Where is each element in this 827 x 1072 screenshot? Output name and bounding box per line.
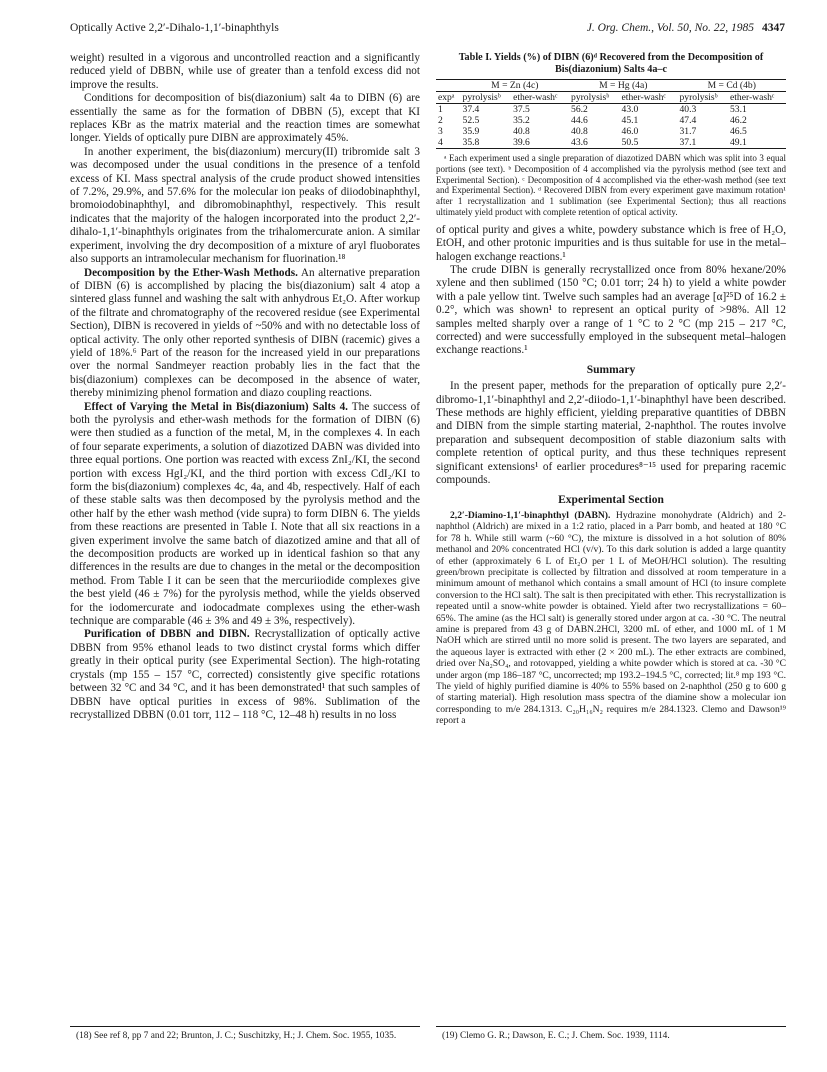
table-group-header: M = Hg (4a) <box>569 80 677 92</box>
table-cell: 46.5 <box>730 126 747 137</box>
section-heading-experimental: Experimental Section <box>558 493 664 506</box>
right-column <box>436 52 786 727</box>
table-row <box>436 104 786 116</box>
table-cell: 39.6 <box>511 137 569 149</box>
paragraph-text: The success of both the pyrolysis and ether-wash methods for the formation of DIBN (6) were then studied as a function of the metal, M, in the complexes 4. In each of four separate experiments, a solution of diazotized DABN was divided into three equal portions. One portion was reacted with excess ZnI₂/KI, the second portion with excess HgI₂/KI, and the third portion with excess CdI₂/KI to form the bis(diazonium) complexes 4c, 4a, and 4b, respectively. Half of each of these stable salts was then decomposed by the pyrolysis method and the other half by the ether wash method (vide supra) to form DIBN 6. The yields from these reactions are presented in Table I. Note that all six reactions in a given experiment involve the same batch of diazotized amine and that all of the decomposition products are worked up in identical fashion so that any differences in the results are due to changes in the metal or the decomposition method. From Table I it can be seen that the mercuriiodide complexes give the best yield (46 ± 7%) for the pyrolysis method, while the yields observed for the iodomercurate and iodocadmate complexes using the ether-wash technique are comparable (46 ± 3% and 49 ± 3%, respectively). <box>70 400 420 628</box>
table-title: Table I. Yields (%) of DIBN (6)ᵈ Recovered from the Decomposition of Bis(diazonium) Salts 4a–c <box>458 52 764 75</box>
paragraph-text: Hydrazine monohydrate (Aldrich) and 2-naphthol (Aldrich) are mixed in a 1:2 ratio, placed in a Parr bomb, and heated at 180 °C for 78 h. While still warm (~60 °C), the mixture is dissolved in a hot solution of 80% methanol and 20% concentrated HCl (v/v). To this dark solution is added a large quantity of ether (approximately 6 L of Et₂O per 1 L of MeOH/HCl solution). The resulting green/brown precipitate is collected by filtration and dissolved at room temperature in a minimum amount of methanol which contains a small amount of HCl (to insure complete conversion to the HCl salt). The salt is then precipitated with ether. This recrystallization is repeated until a snow-white powder is obtained. Yield after two recrystallizations = 60–65%. The amine (as the HCl salt) is generally stored under argon at ca. -30 °C. The neutral amine is prepared from 43 g of DABN.2HCl, 3200 mL of ether, and 1000 mL of 1 M NaOH which are stirred until no more solid is present. The two layers are separated, and the aqueous layer is extracted with ether (2 × 200 mL). The ether extracts are combined, dried over Na₂SO₄, and rotovapped, yielding a white powder which is stored at ca. -30 °C under argon (mp 186–187 °C, uncorrected; mp 193.2–194.5 °C, corrected; lit.⁸ mp 193 °C. The yield of highly purified diamine is 40% to 55% based on 2-naphthol (250 g to 600 g of starting material). High resolution mass spectra of the diamine show a molecular ion corresponding to m/e 284.1313. C₂₀H₁₆N₂ requires m/e 284.1323. Clemo and Dawson¹⁹ report a <box>436 509 786 727</box>
running-header <box>70 22 785 40</box>
footnote-text: (18) See ref 8, pp 7 and 22; Brunton, J. C.; Suschitzky, H.; J. Chem. Soc. 1955, 1035. <box>76 1031 397 1041</box>
paragraph <box>70 628 420 722</box>
paragraph-text: Recrystallization of optically active DBBN from 95% ethanol leads to two distinct crystal forms which differ greatly in their optical purity (see Experimental Section). The high-rotating crystals (mp 155 – 157 °C, corrected) consistently give specific rotations between 32 °C and 34 °C, and it has been demonstrated¹ that such samples of DBBN have optical purities in excess of 98%. Sublimation of the recrystallized DBBN (0.01 torr, 112 – 118 °C, 12–48 h) results in no loss <box>70 628 420 721</box>
table-block <box>436 52 786 218</box>
running-title: Optically Active 2,2′-Dihalo-1,1′-binaphthyls <box>70 22 279 34</box>
paragraph: weight) resulted in a vigorous and uncontrolled reaction and a significantly reduced yield of DBBN, while use of greater than a tenfold excess did not improve the results. <box>70 52 420 91</box>
table-cell: 47.4 <box>679 115 697 126</box>
table-corner <box>436 80 461 92</box>
table-cell: 4 <box>436 137 461 149</box>
table-cell: 35.9 <box>462 126 480 137</box>
table-cell: 35.8 <box>461 137 512 149</box>
experimental-block <box>436 510 786 727</box>
table-cell: 49.1 <box>728 137 786 149</box>
paragraph-text: An alternative preparation of DIBN (6) is accomplished by placing the bis(diazonium) salt 4 atop a sintered glass funnel and washing the salt with anhydrous Et₂O. After workup of the filtrate and chromatography of the recovered residue (see Experimental Section), DIBN is recovered in yields of ~50% and with no detectable loss of optical activity. The only other reported synthesis of DIBN (racemic) gives a yield of 18%.⁶ Part of the reason for the increased yield in our preparations over the normal Sandmeyer reaction probably lies in the fact that the bis(diazonium) complexes can be decomposed in the absence of water, thereby minimizing phenol formation and diazo coupling reactions. <box>70 266 420 400</box>
table-group-header: M = Zn (4c) <box>461 80 569 92</box>
run-in-heading: Decomposition by the Ether-Wash Methods. <box>84 266 298 279</box>
table-cell: 43.0 <box>621 104 639 115</box>
table-cell: 46.2 <box>730 115 747 126</box>
yield-table <box>436 79 786 149</box>
table-row <box>436 126 786 137</box>
run-in-heading: Purification of DBBN and DIBN. <box>84 628 250 641</box>
table-cell: 2 <box>438 115 443 126</box>
table-subheader: pyrolysisᵇ <box>461 92 512 104</box>
table-cell: 40.8 <box>571 126 588 137</box>
table-footnotes <box>436 153 786 218</box>
table-cell: 3 <box>438 126 443 137</box>
paragraph: Conditions for decomposition of bis(diazonium) salt 4a to DIBN (6) are essentially the same as for the formation of DBBN (5), except that KI replaces KBr as the matrix material and the reaction times are somewhat longer. Yields of optically pure DIBN are approximately 45%. <box>70 92 420 145</box>
paragraph: The crude DIBN is generally recrystallized once from 80% hexane/20% xylene and then sublimed (150 °C; 0.01 torr; 24 h) to yield a white powder with a pale yellow tint. Twelve such samples had an average [α]²⁵D of 16.2 ± 0.2°, which was shown¹ to represent an optical purity of >98%. All 12 samples melted sharply over a range of 1 °C to 2 °C (mp 215 – 217 °C, corrected) and were successfully employed in the subsequent metal–halogen exchange reactions.¹ <box>436 264 786 357</box>
table-cell: 53.1 <box>730 104 747 115</box>
journal-citation <box>587 22 785 34</box>
run-in-heading: Effect of Varying the Metal in Bis(diazonium) Salts 4. <box>84 400 348 413</box>
table-subheader: ether-washᶜ <box>728 92 786 104</box>
table-subheader: ether-washᶜ <box>620 92 678 104</box>
paragraph <box>70 401 420 629</box>
footnote-left <box>70 1026 420 1042</box>
table-cell: 31.7 <box>679 126 697 137</box>
table-footnote-text: ᵃ Each experiment used a single preparation of diazotized DABN which was split into 3 equal portions (see text). ᵇ Decomposition of 4 accomplished via the pyrolysis method (see text and Experimental Section). ᶜ Decomposition of 4 accomplished via the ether-wash method (see text and Experimental Section). ᵈ Recovered DIBN from every experiment gave maximum rotation¹ after 1 recrystallization and 1 sublimation (see Experimental Section); thus all reactions ultimately yield product with complete retention of optical activity. <box>436 153 786 217</box>
table-cell: 35.2 <box>513 115 530 126</box>
left-column <box>70 52 420 722</box>
table-cell: 52.5 <box>462 115 480 126</box>
table-cell: 37.1 <box>677 137 728 149</box>
table-cell: 45.1 <box>621 115 639 126</box>
page-number: 4347 <box>762 22 785 34</box>
table-cell: 37.4 <box>462 104 480 115</box>
table-cell: 46.0 <box>621 126 639 137</box>
table-group-row <box>436 80 786 92</box>
table-group-header: M = Cd (4b) <box>677 80 786 92</box>
table-subheader: pyrolysisᵇ <box>677 92 728 104</box>
footnote-text: (19) Clemo G. R.; Dawson, E. C.; J. Chem. Soc. 1939, 1114. <box>442 1031 670 1041</box>
paragraph: In another experiment, the bis(diazonium) mercury(II) tribromide salt 3 was decomposed under the usual conditions in the presence of a tenfold excess of KI. Mass spectral analysis of the crude product showed intensities of 7.2%, 29.9%, and 57.6% for the molecular ion peaks of diiodobinaphthyl, bromoiodobinaphthyl, and dibromobinaphthyl, respectively. This result indicates that the majority of the halogen incorporated into the product 2,2′-dihalo-1,1′-binaphthyls originates from the trihalomercurate anion. A similar experiment, involving the dry decomposition of a mixture of aryl fluoborates also supports an intramolecular mechanism for fluorination.¹⁸ <box>70 145 420 266</box>
paragraph <box>436 510 786 727</box>
table-cell: 40.3 <box>679 104 697 115</box>
paragraph: of optical purity and gives a white, powdery substance which is free of H₂O, EtOH, and other protonic impurities and is thus suitable for use in the metal–halogen exchange reactions.¹ <box>436 223 786 263</box>
table-row <box>436 115 786 126</box>
run-in-heading: 2,2′-Diamino-1,1′-binaphthyl (DABN). <box>450 509 611 521</box>
section-heading-summary: Summary <box>586 363 636 376</box>
table-row <box>436 137 786 149</box>
table-subheader: expᵃ <box>436 92 461 104</box>
table-cell: 43.6 <box>569 137 620 149</box>
table-cell: 37.5 <box>513 104 530 115</box>
paragraph: In the present paper, methods for the preparation of optically pure 2,2′-dibromo-1,1′-binaphthyl and 2,2′-diiodo-1,1′-binaphthyl have been described. These methods are highly efficient, yielding preparative quantities of DBBN and DIBN from the simple starting material, 2-naphthol. The routes involve preparation and subsequent decomposition of stable diazonium salts with complete retention of optical purity, and thus these techniques represent significant extensions¹ of earlier procedures⁸⁻¹⁵ used for preparing racemic compounds. <box>436 380 786 487</box>
footnote-right <box>436 1026 786 1042</box>
journal-name: J. Org. Chem., Vol. 50, No. 22, 1985 <box>586 22 754 34</box>
table-cell: 1 <box>438 104 443 115</box>
table-cell: 50.5 <box>620 137 678 149</box>
table-subheader: ether-washᶜ <box>511 92 569 104</box>
paragraph <box>70 267 420 401</box>
table-cell: 56.2 <box>571 104 588 115</box>
table-cell: 40.8 <box>513 126 530 137</box>
table-subheader-row <box>436 92 786 104</box>
table-subheader: pyrolysisᵇ <box>569 92 620 104</box>
table-cell: 44.6 <box>571 115 588 126</box>
